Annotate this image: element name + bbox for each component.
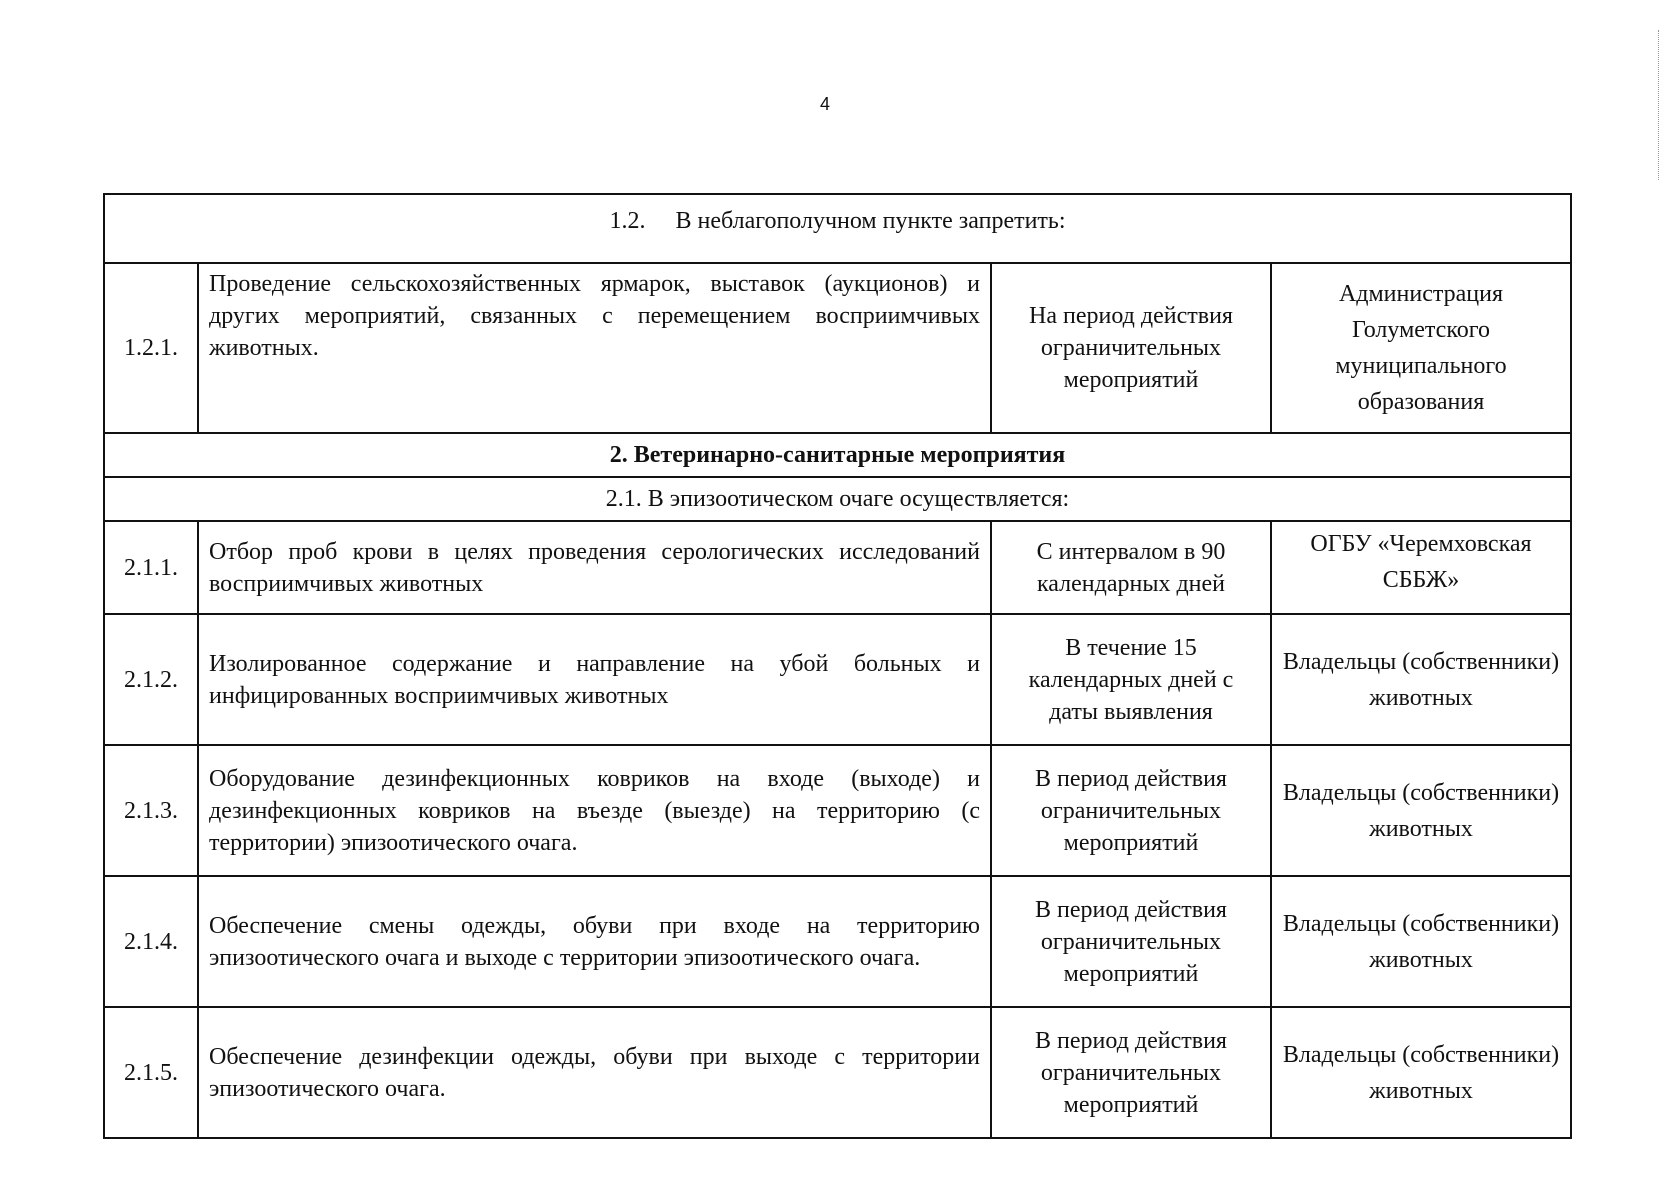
row-number: 2.1.4. (104, 876, 198, 1007)
table-row (104, 614, 1571, 745)
row-responsible: Владельцы (собственники) животных (1271, 745, 1571, 876)
section-row-1-2 (104, 194, 1571, 263)
row-period: В течение 15 календарных дней с даты выявления (991, 614, 1271, 745)
section-row-2 (104, 433, 1571, 477)
section-row-2-1 (104, 477, 1571, 521)
row-number: 2.1.1. (104, 521, 198, 614)
row-period: С интервалом в 90 календарных дней (991, 521, 1271, 614)
row-period: В период действия ограничительных мероприятий (991, 876, 1271, 1007)
row-description: Обеспечение смены одежды, обуви при входе на территорию эпизоотического очага и выходе с территории эпизоотического очага. (198, 876, 991, 1007)
row-number: 1.2.1. (104, 263, 198, 433)
row-number: 2.1.2. (104, 614, 198, 745)
row-responsible: Владельцы (собственники) животных (1271, 876, 1571, 1007)
row-responsible: Администрация Голуметского муниципального образования (1271, 263, 1571, 433)
row-responsible: Владельцы (собственники) животных (1271, 614, 1571, 745)
row-responsible: ОГБУ «Черемховская СББЖ» (1271, 521, 1571, 614)
row-period: В период действия ограничительных мероприятий (991, 1007, 1271, 1138)
row-responsible: Владельцы (собственники) животных (1271, 1007, 1571, 1138)
page-number: 4 (819, 94, 830, 114)
section-title-2: 2. Ветеринарно-санитарные мероприятия (104, 433, 1571, 477)
section-title: В неблагополучном пункте запретить: (675, 208, 1066, 234)
table-row (104, 876, 1571, 1007)
measures-table (103, 193, 1572, 1139)
row-period: На период действия ограничительных мероприятий (991, 263, 1271, 433)
row-description: Проведение сельскохозяйственных ярмарок, выставок (аукционов) и других мероприятий, связанных с перемещением восприимчивых животных. (198, 263, 991, 433)
section-number: 1.2. (609, 208, 646, 234)
row-description: Обеспечение дезинфекции одежды, обуви при выходе с территории эпизоотического очага. (198, 1007, 991, 1138)
table-row (104, 263, 1571, 433)
row-description: Отбор проб крови в целях проведения серологических исследований восприимчивых животных (198, 521, 991, 614)
section-title-2-1: 2.1. В эпизоотическом очаге осуществляется: (104, 477, 1571, 521)
row-description: Изолированное содержание и направление на убой больных и инфицированных восприимчивых животных (198, 614, 991, 745)
table-row (104, 745, 1571, 876)
row-description: Оборудование дезинфекционных ковриков на входе (выходе) и дезинфекционных ковриков на въезде (выезде) на территорию (с территории) эпизоотического очага. (198, 745, 991, 876)
row-number: 2.1.3. (104, 745, 198, 876)
row-period: В период действия ограничительных мероприятий (991, 745, 1271, 876)
table-row (104, 521, 1571, 614)
scan-edge-marks (1658, 30, 1663, 180)
row-number: 2.1.5. (104, 1007, 198, 1138)
table-row (104, 1007, 1571, 1138)
